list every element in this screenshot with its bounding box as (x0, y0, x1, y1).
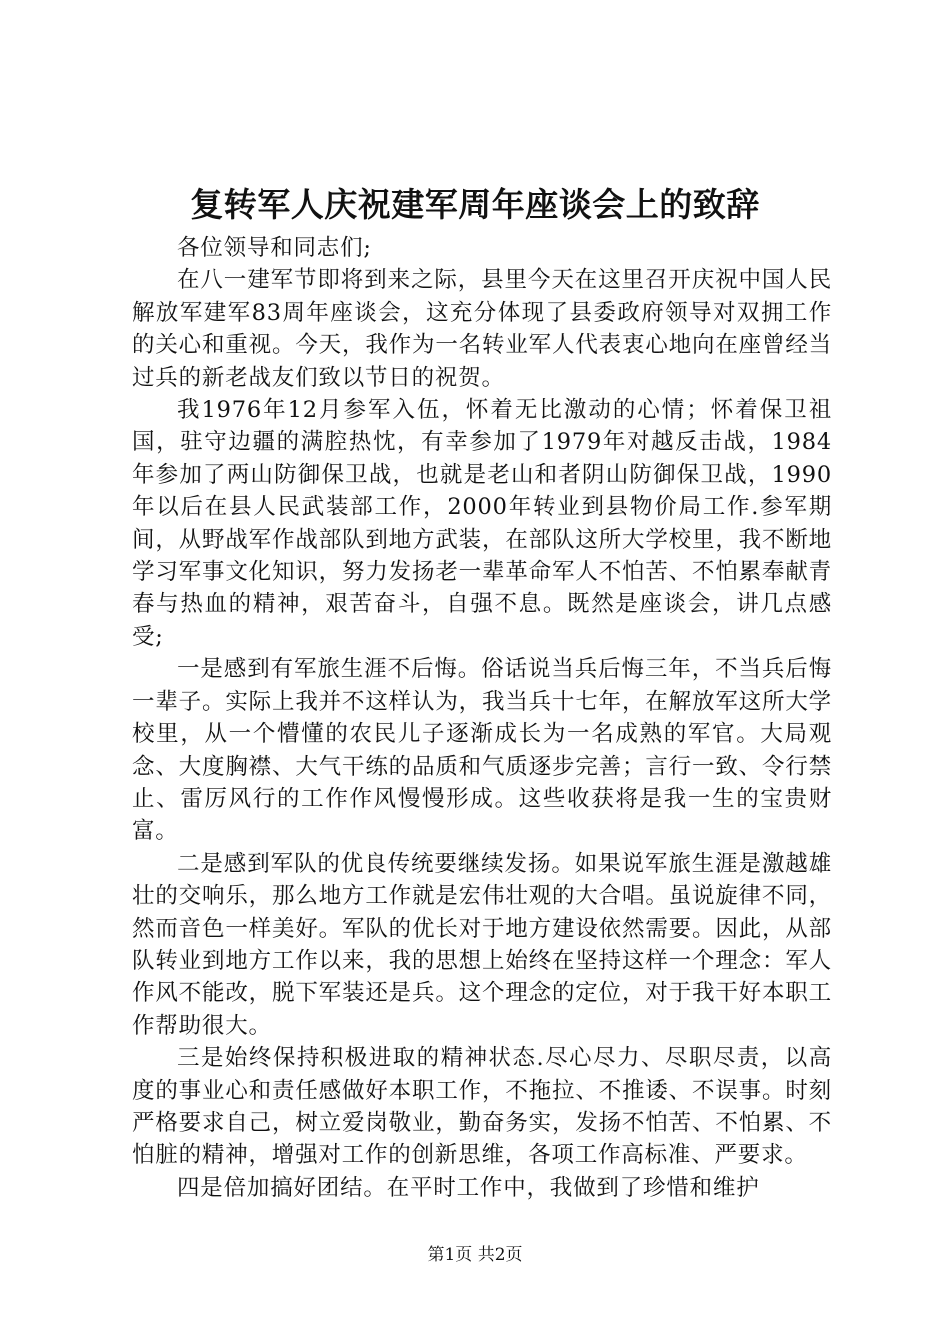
paragraph-point-four: 四是倍加搞好团结。在平时工作中，我做到了珍惜和维护 (177, 1174, 760, 1201)
paragraph-salutation: 各位领导和同志们; (177, 235, 372, 261)
document-body (132, 232, 832, 1204)
paragraph-military-career: 我1976年12月参军入伍，怀着无比激动的心情；怀着保卫祖国，驻守边疆的满腔热忱，有幸参加了1979年对越反击战，1984年参加了两山防御保卫战，也就是老山和者阴山防御保卫战，1990年以后在县人民武装部工作，2000年转业到县物价局工作.参军期间，从野战军作战部队到地方武装，在部队这所大学校里，我不断地学习军事文化知识，努力发扬老一辈革命军人不怕苦、不怕累奉献青春与热血的精神，艰苦奋斗，自强不息。既然是座谈会，讲几点感受; (132, 397, 832, 650)
paragraph-point-two: 二是感到军队的优良传统要继续发扬。如果说军旅生涯是激越雄壮的交响乐，那么地方工作就是宏伟壮观的大合唱。虽说旋律不同，然而音色一样美好。军队的优长对于地方建设依然需要。因此，从部队转业到地方工作以来，我的思想上始终在坚持这样一个理念：军人作风不能改，脱下军装还是兵。这个理念的定位，对于我干好本职工作帮助很大。 (132, 850, 832, 1039)
paragraph-opening: 在八一建军节即将到来之际，县里今天在这里召开庆祝中国人民解放军建军83周年座谈会，这充分体现了县委政府领导对双拥工作的关心和重视。今天，我作为一名转业军人代表衷心地向在座曾经当过兵的新老战友们致以节日的祝贺。 (132, 267, 832, 391)
paragraph-point-one: 一是感到有军旅生涯不后悔。俗话说当兵后悔三年，不当兵后悔一辈子。实际上我并不这样认为，我当兵十七年，在解放军这所大学校里，从一个懵懂的农民儿子逐渐成长为一名成熟的军官。大局观念、大度胸襟、大气干练的品质和气质逐步完善；言行一致、令行禁止、雷厉风行的工作作风慢慢形成。这些收获将是我一生的宝贵财富。 (132, 656, 832, 845)
page-title: 复转军人庆祝建军周年座谈会上的致辞 (190, 185, 760, 224)
paragraph-point-three: 三是始终保持积极进取的精神状态.尽心尽力、尽职尽责，以高度的事业心和责任感做好本职工作，不拖拉、不推诿、不误事。时刻严格要求自己，树立爱岗敬业，勤奋务实，发扬不怕苦、不怕累、不怕脏的精神，增强对工作的创新思维，各项工作高标准、严要求。 (132, 1045, 832, 1169)
page-number: 第1页 共2页 (427, 1245, 523, 1265)
